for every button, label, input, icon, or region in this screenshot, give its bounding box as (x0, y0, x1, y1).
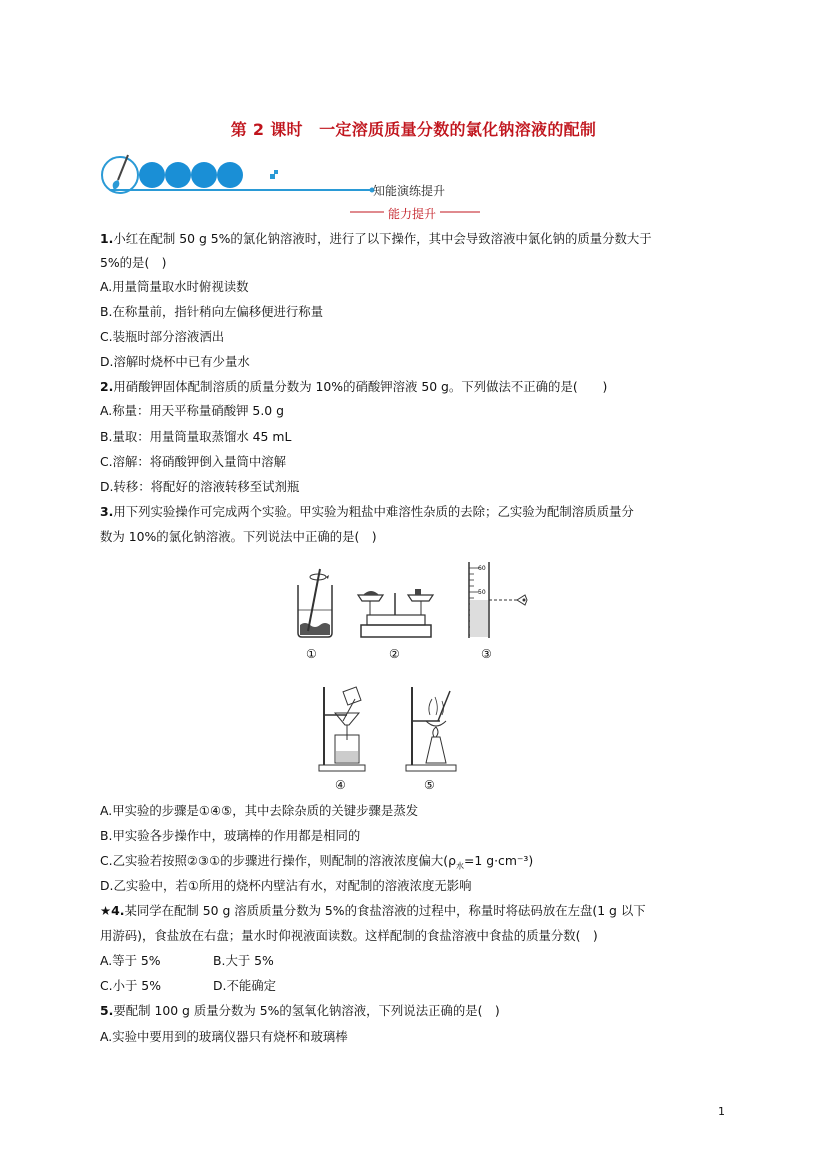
q5-text1: 要配制 100 g 质量分数为 5%的氢氧化钠溶液，下列说法正确的是( ) (113, 1003, 500, 1018)
figure-label-3: ③ (481, 647, 492, 661)
q1-number: 1. (100, 231, 114, 246)
q3-option-c-tail: =1 g·cm⁻³) (464, 853, 534, 868)
q2-number: 2. (100, 379, 114, 394)
figure-label-4: ④ (335, 778, 346, 792)
q5-number: 5. (100, 1003, 114, 1018)
q3-option-c (100, 851, 533, 876)
q1-option-b: B.在称量前，指针稍向左偏移便进行称量 (100, 304, 324, 319)
q3-line1 (100, 502, 634, 522)
cylinder-tick-60: 60 (478, 565, 486, 572)
cylinder-tick-50: 50 (478, 589, 486, 596)
q3-option-c-text: C.乙实验若按照②③①的步骤进行操作，则配制的溶液浓度偏大(ρ (100, 853, 456, 868)
figure-filtration (317, 685, 367, 773)
q3-option-a: A.甲实验的步骤是①④⑤，其中去除杂质的关键步骤是蒸发 (100, 803, 419, 818)
q4-line1 (100, 901, 646, 921)
figure-balance (353, 585, 438, 640)
q2-option-b: B.量取：用量筒量取蒸馏水 45 mL (100, 429, 292, 444)
q1-line1 (100, 229, 652, 249)
q3-option-d: D.乙实验中，若①所用的烧杯内壁沾有水，对配制的溶液浓度无影响 (100, 878, 472, 893)
section-main-label: 知能演练提升 (373, 184, 446, 198)
figure-label-2: ② (389, 647, 400, 661)
q2-line1 (100, 377, 607, 397)
q4-line2: 用游码)，食盐放在右盘；量水时仰视液面读数。这样配制的食盐溶液中食盐的质量分数( ) (100, 928, 598, 943)
q4-option-c: C.小于 5% (100, 978, 161, 993)
section-sub-label: 能力提升 (384, 205, 440, 222)
q5-line1 (100, 1001, 500, 1021)
q3-option-c-sub: 水 (456, 861, 464, 871)
q3-number: 3. (100, 504, 114, 519)
q4-text1: 某同学在配制 50 g 溶质质量分数为 5%的食盐溶液的过程中，称量时将砝码放在左盘(1 g 以下 (124, 903, 646, 918)
figure-evaporation (404, 685, 460, 773)
figure-label-1: ① (306, 647, 317, 661)
q1-line2: 5%的是( ) (100, 255, 167, 270)
figure-beaker-stirring (290, 565, 340, 640)
q2-option-a: A.称量：用天平称量硝酸钾 5.0 g (100, 403, 284, 418)
page-number: 1 (718, 1105, 725, 1118)
q3-line2: 数为 10%的氯化钠溶液。下列说法中正确的是( ) (100, 529, 377, 544)
q4-star: ★ (100, 903, 112, 918)
q4-number: 4. (111, 903, 125, 918)
figure-label-5: ⑤ (424, 778, 435, 792)
q5-option-a: A.实验中要用到的玻璃仪器只有烧杯和玻璃棒 (100, 1029, 348, 1044)
q3-text1: 用下列实验操作可完成两个实验。甲实验为粗盐中难溶性杂质的去除；乙实验为配制溶质质量分 (113, 504, 634, 519)
q1-option-d: D.溶解时烧杯中已有少量水 (100, 354, 250, 369)
q3-option-b: B.甲实验各步操作中，玻璃棒的作用都是相同的 (100, 828, 361, 843)
q2-option-d: D.转移：将配好的溶液转移至试剂瓶 (100, 479, 300, 494)
q4-option-a: A.等于 5% (100, 953, 161, 968)
q1-text1: 小红在配制 50 g 5%的氯化钠溶液时，进行了以下操作，其中会导致溶液中氯化钠的质量分数大于 (113, 231, 652, 246)
q2-text1: 用硝酸钾固体配制溶质的质量分数为 10%的硝酸钾溶液 50 g。下列做法不正确的是( ) (113, 379, 608, 394)
q2-option-c: C.溶解：将硝酸钾倒入量筒中溶解 (100, 454, 287, 469)
q4-option-d: D.不能确定 (213, 978, 277, 993)
figure-graduated-cylinder (463, 560, 543, 640)
q1-option-c: C.装瓶时部分溶液洒出 (100, 329, 225, 344)
q4-option-b: B.大于 5% (213, 953, 274, 968)
q1-option-a: A.用量筒量取水时俯视读数 (100, 279, 249, 294)
page-title: 第 2 课时 一定溶质质量分数的氯化钠溶液的配制 (230, 120, 597, 139)
